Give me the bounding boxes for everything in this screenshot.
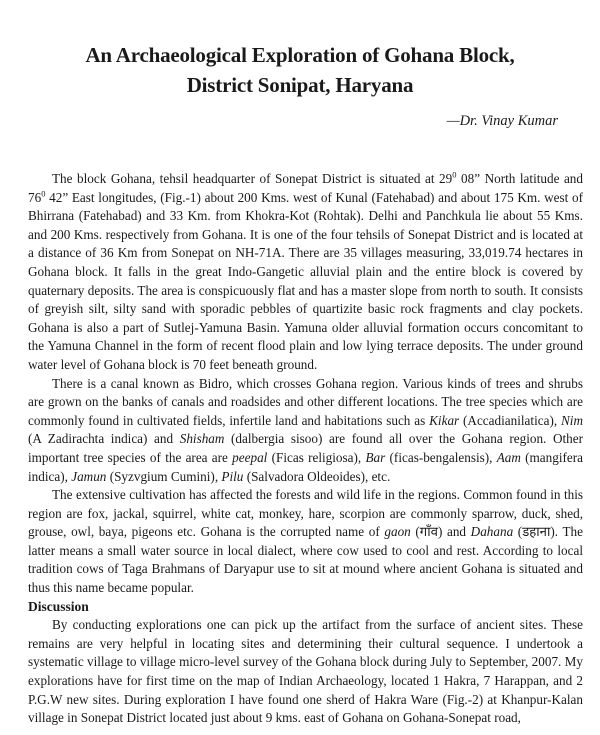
term-aam: Aam [496,449,521,465]
text-run: (गाँव) and [410,524,471,540]
text-run: (Ficas religiosa), [267,449,366,465]
term-dahana: Dahana [470,524,514,540]
term-shisham: Shisham [179,431,225,447]
term-jamun: Jamun [71,468,107,484]
article-title [40,40,560,100]
degree-superscript: 0 [452,169,457,180]
title-line-1: An Archaeological Exploration of Gohana Block, [85,43,515,67]
paragraph-wildlife [28,486,583,598]
text-run: (mangifera indica), [28,449,584,484]
paragraph-location [28,170,583,375]
text-run: (A Zadirachta indica) and [28,431,180,447]
section-heading-discussion: Discussion [28,598,89,614]
text-run: (Syzvgium Cumini), [106,468,222,484]
paragraph-vegetation [28,375,583,487]
article-body [28,170,583,728]
term-nim: Nim [561,412,583,428]
text-run: 42” East longitudes, (Fig.-1) about 200 Kms. west of Kunal (Fatehabad) and about 175 Km. west of Bhirrana (Fatehabad) and 33 Km. from Khokra-Kot (Rohtak). Delhi and Panchkula lie about 55 Kms. and 200 Kms. respectively from Gohana. It is one of the four tehsils of Sonepat District and is located at a distance of 36 Km from Sonepat on NH-71A. There are 35 villages measuring, 33,019.74 hectares in Gohana block. It falls in the great Indo-Gangetic alluvial plain and the entire block is covered by quaternary deposits. The area is conspicuously flat and has a master slope from north to south. It consists of greyish silt, silty sand with sporadic pebbles of quartizite basic rock fragments and clay pockets. Gohana is also a part of Sutlej-Yamuna Basin. Yamuna older alluvial formation occurs concomitant to the Yamuna Channel in the form of recent flood plain and low lying terrace deposits. The under ground water level of Gohana block is 70 feet beneath ground. [28,189,583,372]
text-run: (Accadianilatica), [459,412,561,428]
title-line-2: District Sonipat, Haryana [186,73,414,97]
term-kikar: Kikar [429,412,460,428]
term-gaon: gaon [384,524,411,540]
text-run: (dalbergia sisoo) are found all over the Gohana region. Other important tree species of the area are [28,431,583,465]
paragraph-discussion: By conducting explorations one can pick up the artifact from the surface of ancient sites. These remains are very helpful in locating sites and determining their cultural sequence. I undertook a systematic village to village micro-level survey of the Gohana block during July to September, 2007. My explorations have for first time on the map of Indian Archaeology, located 1 Hakra, 7 Harappan, and 2 P.G.W new sites. During exploration I have found one sherd of Hakra Ware (Fig.-2) at Khanpur-Kalan village in Sonepat District located just about 9 kms. east of Gohana on Gohana-Sonepat road, [28,617,583,726]
term-peepal: peepal [232,449,268,465]
text-run: There is a canal known as Bidro, which crosses Gohana region. Various kinds of trees and shrubs are grown on the banks of canals and roadsides and other different locations. The tree species which are commonly found in cultivated fields, infertile land and habitations such as [28,375,583,428]
degree-superscript: 0 [41,188,46,199]
author-byline: —Dr. Vinay Kumar [446,113,558,129]
term-pilu: Pilu [221,468,244,484]
term-bar: Bar [365,449,386,465]
text-run: 08” North latitude and 76 [28,171,583,205]
text-run: The extensive cultivation has affected the forests and wild life in the regions. Common found in this region are fox, jackal, squirrel, white cat, monkey, hare, scorpion are commonly sparrow, duck, shed, grouse, owl, baya, pigeons etc. Gohana is the corrupted name of [28,487,583,540]
text-run: The block Gohana, tehsil headquarter of Sonepat District is situated at 29 [52,171,453,186]
text-run: (ficas-bengalensis), [385,449,497,465]
text-run: (डहाना). The latter means a small water source in local dialect, where cow used to cool and rest. According to local tradition cows of Taga Brahmans of Daryapur use to sit at mound where ancient Gohana is situated and thus this name became popular. [28,524,583,596]
text-run: (Salvadora Oldeoides), etc. [243,468,391,484]
